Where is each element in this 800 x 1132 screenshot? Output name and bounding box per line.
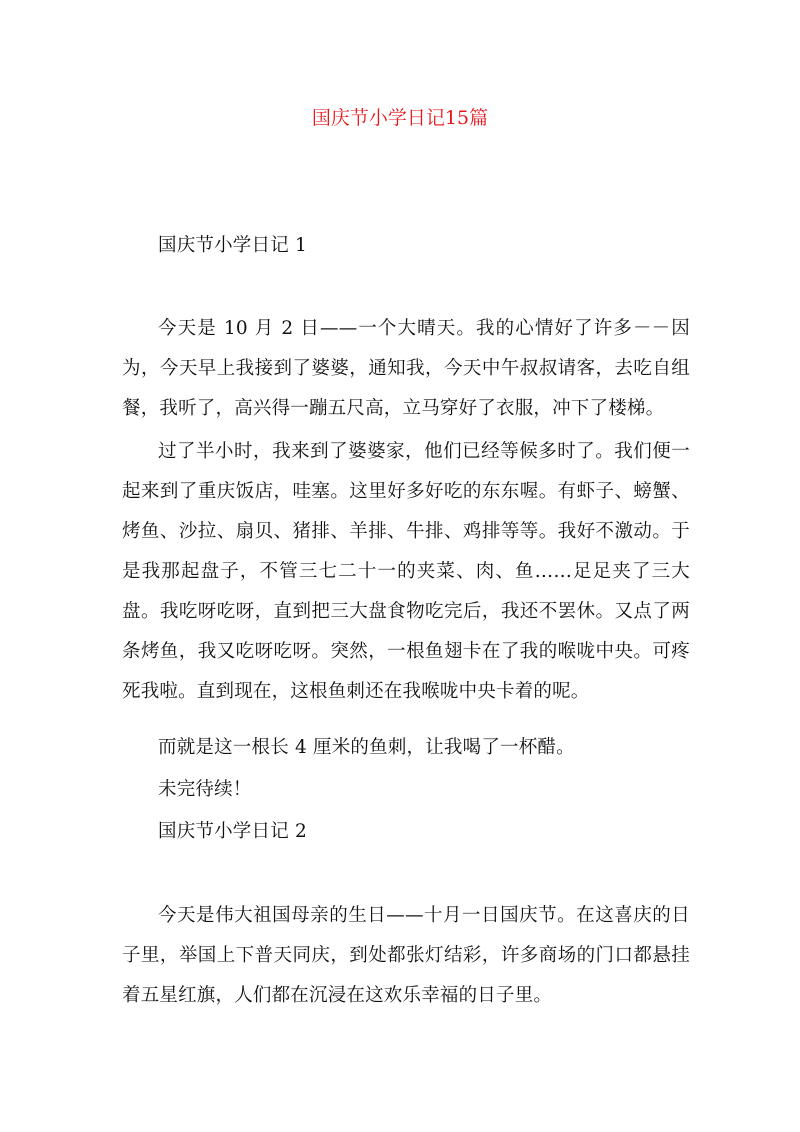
section-1-paragraph-4: 未完待续！ [158, 779, 252, 800]
section-2-paragraph-1: 今天是伟大祖国母亲的生日——十月一日国庆节。在这喜庆的日子里，举国上下普天同庆，到处都张灯结彩，许多商场的门口都悬挂着五星红旗，人们都在沉浸在这欢乐幸福的日子里。 [122, 905, 690, 1006]
section-2-heading: 国庆节小学日记 2 [158, 821, 307, 842]
section-1-heading: 国庆节小学日记 1 [158, 235, 307, 256]
section-1-paragraph-2: 过了半小时，我来到了婆婆家，他们已经等候多时了。我们便一起来到了重庆饭店，哇塞。这里好多好吃的东东喔。有虾子、螃蟹、烤鱼、沙拉、扇贝、猪排、羊排、牛排、鸡排等等。我好不激动。于是我那起盘子，不管三七二十一的夹菜、肉、鱼……足足夹了三大盘。我吃呀吃呀，直到把三大盘食物吃完后，我还不罢休。又点了两条烤鱼，我又吃呀吃呀。突然，一根鱼翅卡在了我的喉咙中央。可疼死我啦。直到现在，这根鱼刺还在我喉咙中央卡着的呢。 [122, 441, 690, 702]
section-1-paragraph-3: 而就是这一根长 4 厘米的鱼刺，让我喝了一杯醋。 [158, 737, 575, 758]
document-title: 国庆节小学日记15篇 [311, 107, 489, 129]
section-1-paragraph-1: 今天是 10 月 2 日——一个大晴天。我的心情好了许多－－因为，今天早上我接到了婆婆，通知我，今天中午叔叔请客，去吃自组餐，我听了，高兴得一蹦五尺高，立马穿好了衣服，冲下了楼梯。 [122, 318, 690, 419]
